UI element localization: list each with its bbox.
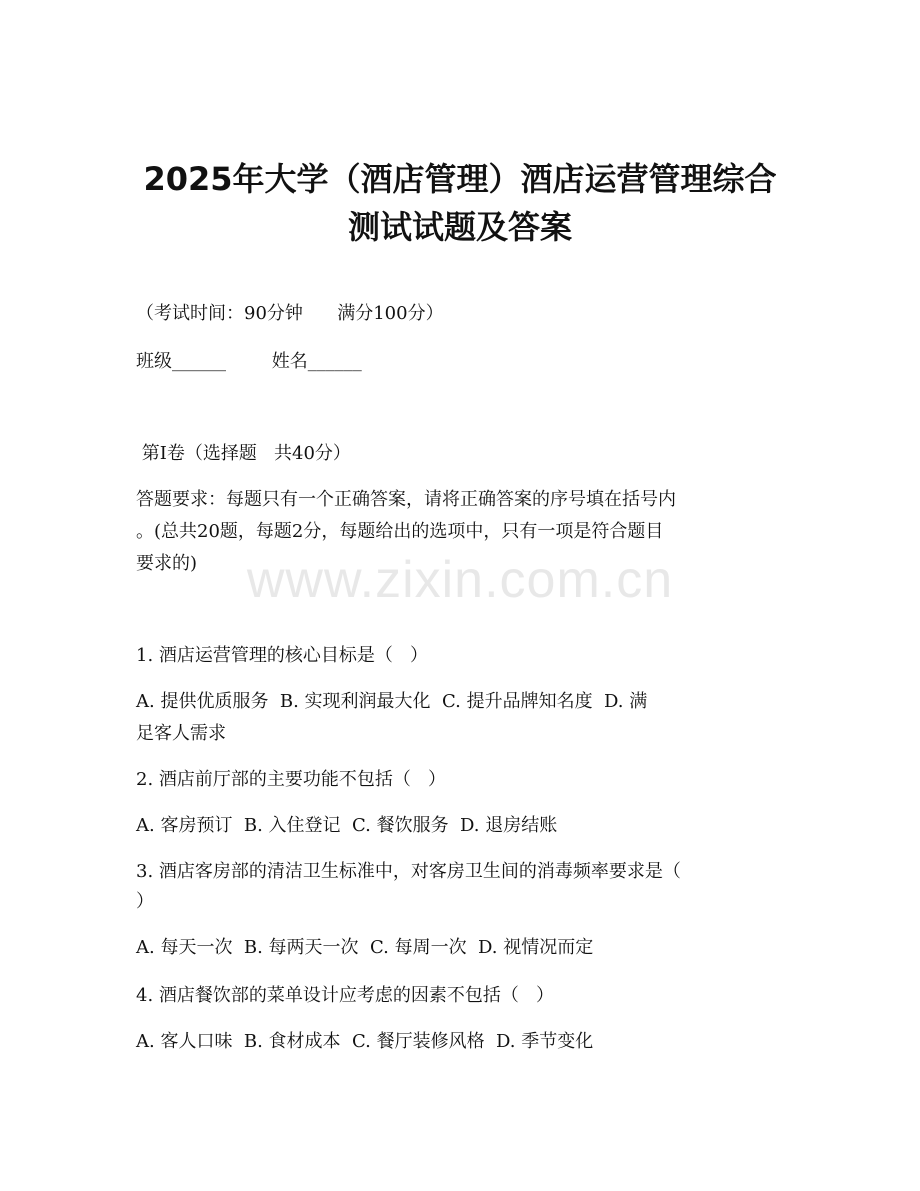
question-3-stem: 3. 酒店客房部的清洁卫生标准中，对客房卫生间的消毒频率要求是（ <box>136 861 681 882</box>
question-4-stem: 4. 酒店餐饮部的菜单设计应考虑的因素不包括（ ） <box>136 985 555 1006</box>
page-title-line-2: 测试试题及答案 <box>347 208 572 246</box>
question-2-options: A. 客房预订 B. 入住登记 C. 餐饮服务 D. 退房结账 <box>136 815 558 836</box>
instructions-line-3: 要求的) <box>136 553 198 574</box>
question-3-options: A. 每天一次 B. 每两天一次 C. 每周一次 D. 视情况而定 <box>136 937 594 958</box>
question-1-stem: 1. 酒店运营管理的核心目标是（ ） <box>136 645 429 666</box>
instructions-line-1: 答题要求：每题只有一个正确答案，请将正确答案的序号填在括号内 <box>136 489 676 510</box>
question-1-options-cont: 足客人需求 <box>136 723 226 744</box>
question-3-stem-cont: ） <box>136 891 154 912</box>
question-2-stem: 2. 酒店前厅部的主要功能不包括（ ） <box>136 769 447 790</box>
watermark: www.zixin.com.cn <box>246 551 674 609</box>
section-header: 第I卷（选择题 共40分） <box>136 443 351 464</box>
question-4-options: A. 客人口味 B. 食材成本 C. 餐厅装修风格 D. 季节变化 <box>136 1031 594 1052</box>
question-1-options: A. 提供优质服务 B. 实现利润最大化 C. 提升品牌知名度 D. 满 <box>136 691 648 712</box>
exam-info: （考试时间：90分钟 满分100分） <box>136 303 444 324</box>
page-title-line-1: 2025年大学（酒店管理）酒店运营管理综合 <box>143 160 777 198</box>
instructions-line-2: 。(总共20题，每题2分，每题给出的选项中，只有一项是符合题目 <box>136 521 664 542</box>
class-name-fields: 班级______ 姓名______ <box>136 351 362 372</box>
